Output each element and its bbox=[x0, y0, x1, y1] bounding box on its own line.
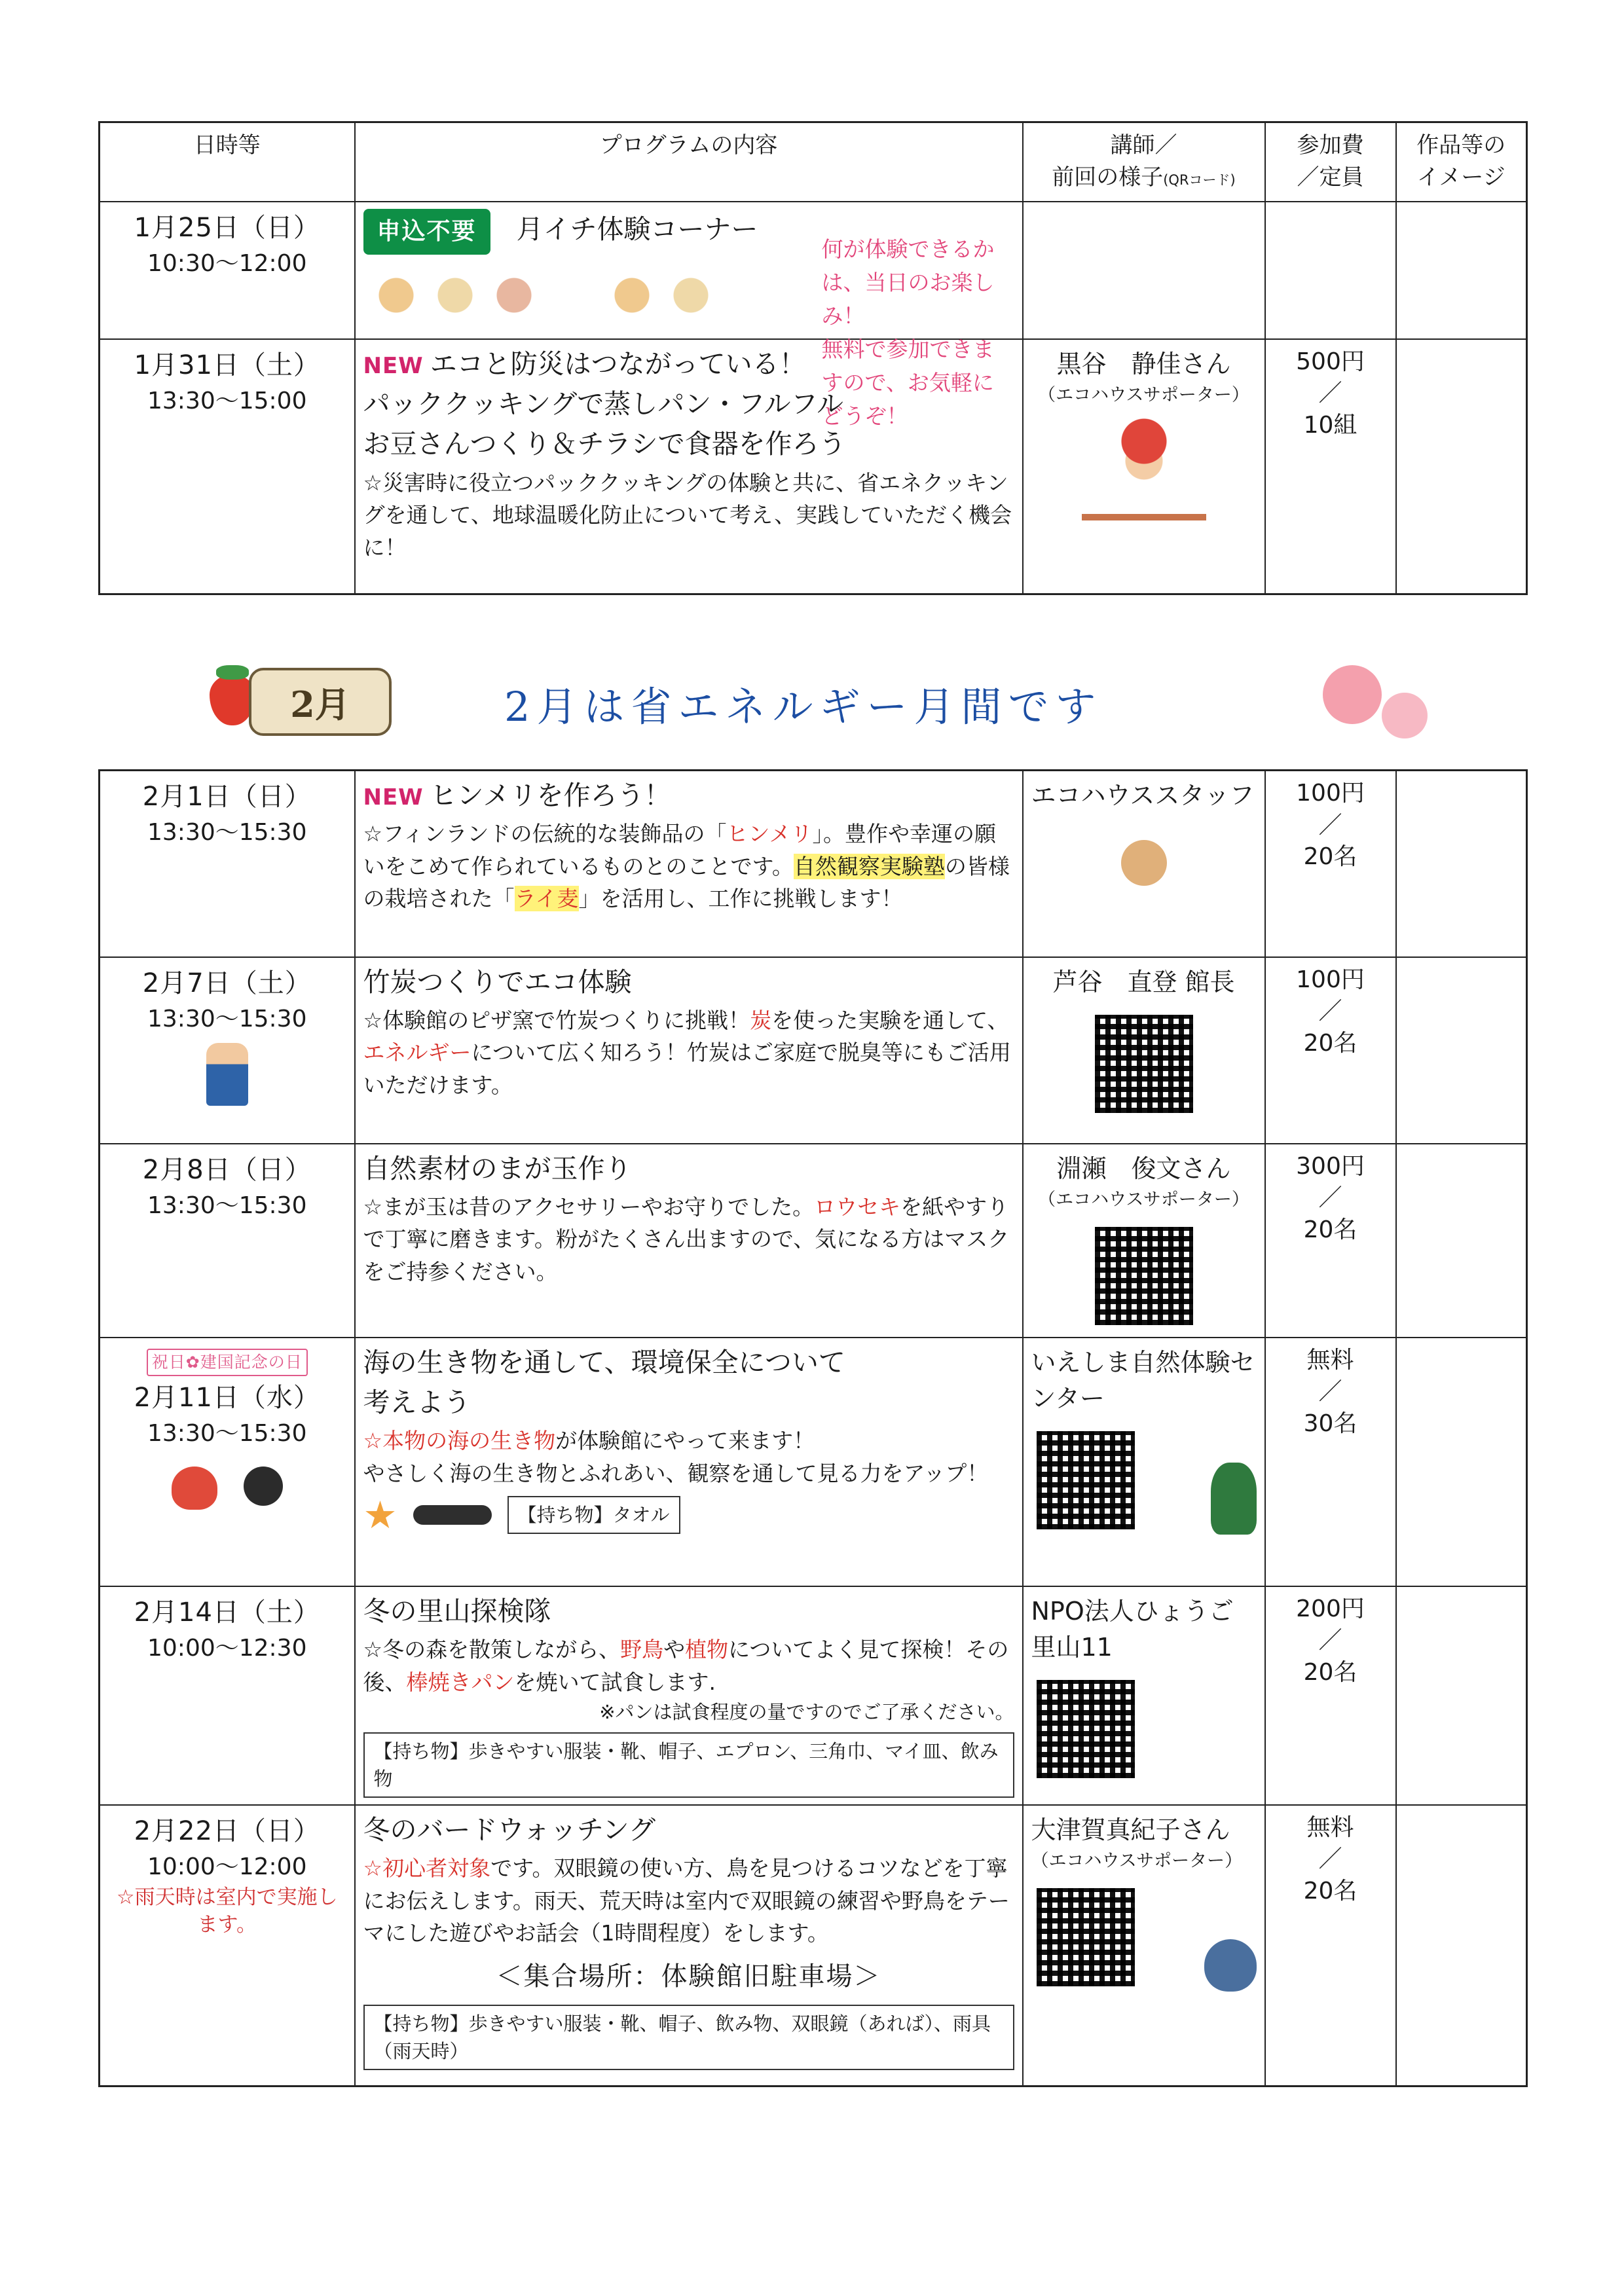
event-image-cell bbox=[1396, 1805, 1527, 2086]
january-schedule-table bbox=[98, 121, 1528, 595]
sea-urchin-icon bbox=[244, 1467, 283, 1506]
bring-text: 歩きやすい服装・靴、帽子、飲み物、双眼鏡（あれば）、雨具（雨天時） bbox=[373, 2012, 991, 2062]
event-title-text: ヒンメリを作ろう！ bbox=[430, 780, 671, 811]
event-body bbox=[363, 1852, 1014, 1950]
event-body-note bbox=[363, 1698, 1014, 1727]
event-capacity: 20名 bbox=[1303, 1216, 1357, 1243]
event-fee: 無料 bbox=[1306, 1813, 1354, 1841]
event-image-cell bbox=[1396, 1338, 1527, 1586]
header-lecturer-line2 bbox=[1031, 162, 1257, 194]
seaweed-icon bbox=[1211, 1463, 1257, 1535]
sea-cucumber-icon bbox=[413, 1505, 492, 1525]
body-highlight-red-1: ☆初心者対象 bbox=[363, 1855, 491, 1882]
body-part-2: やさしく海の生き物とふれあい、観察を通して見る力をアップ！ bbox=[363, 1460, 989, 1486]
event-fee-cell bbox=[1265, 1338, 1396, 1586]
bring-label: 【持ち物】 bbox=[517, 1504, 613, 1527]
event-title: 竹炭つくりでエコ体験 bbox=[363, 966, 632, 998]
event-date-cell bbox=[100, 339, 355, 594]
event-image-cell bbox=[1396, 1586, 1527, 1805]
lecturer-name: 黒谷 静佳さん bbox=[1056, 349, 1231, 378]
event-time: 10:00〜12:30 bbox=[147, 1634, 307, 1662]
event-program-cell bbox=[355, 957, 1023, 1144]
event-capacity: 20名 bbox=[1303, 1877, 1357, 1904]
new-tag: NEW bbox=[363, 784, 424, 811]
event-time: 10:30〜12:00 bbox=[147, 249, 307, 277]
body-highlight-red-2: ライ麦 bbox=[514, 886, 579, 912]
event-date-cell bbox=[100, 957, 355, 1144]
event-date-cell bbox=[100, 1586, 355, 1805]
event-note-line1: 何が体験できるかは、当日のお楽しみ！ bbox=[821, 236, 995, 329]
event-program-cell bbox=[355, 1805, 1023, 2086]
header-fee bbox=[1265, 122, 1396, 202]
event-date-cell bbox=[100, 202, 355, 339]
event-fee-cell bbox=[1265, 957, 1396, 1144]
bring-items-note bbox=[507, 1496, 680, 1534]
header-image-line2: イメージ bbox=[1416, 164, 1505, 191]
event-lecturer-cell bbox=[1023, 957, 1265, 1144]
no-application-badge: 申込不要 bbox=[363, 209, 490, 255]
lecturer-role: （エコハウスサポーター） bbox=[1038, 384, 1249, 405]
event-fee-cell bbox=[1265, 339, 1396, 594]
meeting-place-note: ＜集合場所：体験館旧駐車場＞ bbox=[496, 1961, 881, 1992]
body-highlight-red-3: 棒焼きパン bbox=[406, 1669, 515, 1695]
fee-slash: ／ bbox=[1318, 1378, 1342, 1406]
event-image-cell bbox=[1396, 1144, 1527, 1338]
event-time: 13:30〜15:00 bbox=[147, 387, 307, 414]
event-capacity: 10組 bbox=[1303, 411, 1357, 439]
event-capacity: 20名 bbox=[1303, 1029, 1357, 1057]
event-lecturer-cell bbox=[1023, 771, 1265, 957]
event-fee: 500円 bbox=[1296, 348, 1365, 375]
body-part-1: ☆体験館のピザ窯で竹炭つくりに挑戦！ bbox=[363, 1007, 750, 1033]
event-fee: 100円 bbox=[1296, 780, 1365, 807]
qr-code[interactable] bbox=[1090, 1010, 1198, 1118]
table-row bbox=[100, 1586, 1527, 1805]
event-capacity: 20名 bbox=[1303, 843, 1357, 871]
event-title-line3: お豆さんつくり＆チラシで食器を作ろう bbox=[363, 428, 846, 460]
event-fee-cell bbox=[1265, 1805, 1396, 2086]
bring-label: 【持ち物】 bbox=[373, 2012, 469, 2035]
body-part-2: や bbox=[663, 1637, 686, 1663]
qr-code[interactable] bbox=[1090, 1222, 1198, 1330]
event-fee: 無料 bbox=[1306, 1346, 1354, 1374]
table-row bbox=[100, 202, 1527, 339]
event-title-line2: 考えよう bbox=[363, 1387, 471, 1419]
event-date-cell bbox=[100, 1144, 355, 1338]
event-image-cell bbox=[1396, 957, 1527, 1144]
event-date-cell bbox=[100, 1338, 355, 1586]
month-chip: 2月 bbox=[249, 668, 392, 736]
body-part-2: 」。豊作や幸運の願いをこめて作られているものとのことです。 bbox=[363, 821, 996, 879]
event-time: 13:30〜15:30 bbox=[147, 1419, 307, 1447]
event-fee: 300円 bbox=[1296, 1152, 1365, 1180]
event-program-cell bbox=[355, 1586, 1023, 1805]
lecturer-role: （エコハウスサポーター） bbox=[1038, 1189, 1249, 1210]
event-fee: 200円 bbox=[1296, 1595, 1365, 1622]
body-highlight-red-2: 植物 bbox=[685, 1637, 729, 1663]
body-part-1: が体験館にやって来ます！ bbox=[555, 1428, 815, 1454]
header-lecturer-text: 前回の様子 bbox=[1052, 164, 1164, 191]
event-date: 2月7日（土） bbox=[142, 968, 312, 998]
qr-code[interactable] bbox=[1031, 1426, 1140, 1535]
holiday-label: 祝日✿建国記念の日 bbox=[147, 1349, 308, 1376]
event-image-cell bbox=[1396, 339, 1527, 594]
fee-slash: ／ bbox=[1318, 380, 1342, 407]
body-highlight-red-1: ヒンメリ bbox=[726, 821, 813, 847]
body-part-2: を紙やすりで丁寧に磨きます。粉がたくさん出ますので、気になる方はマスクをご持参ください。 bbox=[363, 1194, 1010, 1285]
body-note-text: ※パンは試食程度の量ですのでご了承ください。 bbox=[599, 1701, 1014, 1724]
event-fee-cell bbox=[1265, 771, 1396, 957]
event-program-cell bbox=[355, 771, 1023, 957]
event-note bbox=[822, 232, 1014, 433]
table-row bbox=[100, 1144, 1527, 1338]
event-date-note: ☆雨天時は室内で実施します。 bbox=[116, 1885, 338, 1937]
event-lecturer-cell bbox=[1023, 1338, 1265, 1586]
event-title-line1: 海の生き物を通して、環境保全について bbox=[363, 1346, 845, 1378]
lecturer-name: 大津賀真紀子さん bbox=[1031, 1815, 1230, 1844]
heart-icon bbox=[1323, 665, 1382, 724]
february-schedule-table bbox=[98, 769, 1528, 2087]
body-part-1: です。双眼鏡の使い方、鳥を見つけるコツなどを丁寧にお伝えします。雨天、荒天時は室内で双眼鏡の練習や野鳥をテーマにした遊びやお話会（1時間程度）をします。 bbox=[363, 1855, 1010, 1946]
event-body bbox=[363, 1633, 1014, 1698]
event-title-line bbox=[363, 778, 1014, 814]
heart-icon bbox=[1382, 693, 1428, 738]
event-date: 2月14日（土） bbox=[134, 1597, 320, 1628]
event-time: 13:30〜15:30 bbox=[147, 1005, 307, 1032]
table-row bbox=[100, 957, 1527, 1144]
bring-items-note bbox=[363, 1732, 1014, 1798]
table-row bbox=[100, 1338, 1527, 1586]
event-lecturer-cell bbox=[1023, 1586, 1265, 1805]
header-fee-line1: 参加費 bbox=[1297, 132, 1364, 158]
new-tag: NEW bbox=[363, 352, 424, 379]
body-part-1: ☆フィンランドの伝統的な装飾品の「 bbox=[363, 821, 727, 847]
february-banner-title: 2月は省エネルギー月間です bbox=[504, 683, 1103, 731]
header-lecturer bbox=[1023, 122, 1265, 202]
body-part-4: 」を活用し、工作に挑戦します！ bbox=[578, 886, 903, 912]
event-title: 自然素材のまが玉作り bbox=[363, 1152, 632, 1184]
event-date: 2月11日（水） bbox=[134, 1382, 320, 1413]
body-part-4: を焼いて試食します. bbox=[514, 1669, 716, 1695]
lecturer-name: NPO法人ひょうご里山11 bbox=[1031, 1596, 1234, 1662]
starfish-icon: ★ bbox=[363, 1493, 397, 1538]
event-lecturer-cell bbox=[1023, 1805, 1265, 2086]
event-title: 月イチ体験コーナー bbox=[516, 213, 758, 246]
qr-code[interactable] bbox=[1031, 1675, 1140, 1783]
event-date: 2月1日（日） bbox=[142, 782, 312, 812]
header-image bbox=[1396, 122, 1527, 202]
scientist-character-illustration bbox=[206, 1043, 248, 1106]
fee-slash: ／ bbox=[1318, 998, 1342, 1025]
body-highlight-red-1: 野鳥 bbox=[620, 1637, 664, 1663]
event-image-cell bbox=[1396, 202, 1527, 339]
body-part-3: の皆様の栽培された「 bbox=[363, 853, 1010, 912]
body-part-2: を使った実験を通して、 bbox=[771, 1007, 1009, 1033]
fee-slash: ／ bbox=[1318, 811, 1342, 839]
event-lecturer-cell bbox=[1023, 339, 1265, 594]
event-capacity: 20名 bbox=[1303, 1658, 1357, 1686]
event-note-line2: 無料で参加できますので、お気軽にどうぞ！ bbox=[821, 337, 995, 429]
event-fee-cell bbox=[1265, 1144, 1396, 1338]
event-fee: 100円 bbox=[1296, 966, 1365, 993]
bring-label: 【持ち物】 bbox=[373, 1740, 469, 1762]
event-time: 10:00〜12:00 bbox=[147, 1853, 307, 1880]
body-part-1: ☆まが玉は昔のアクセサリーやお守りでした。 bbox=[363, 1194, 815, 1220]
february-banner bbox=[98, 661, 1539, 753]
event-date: 2月8日（日） bbox=[142, 1154, 312, 1185]
bring-text: 歩きやすい服装・靴、帽子、エプロン、三角巾、マイ皿、飲み物 bbox=[373, 1740, 999, 1790]
lecturer-name: 淵瀬 俊文さん bbox=[1056, 1154, 1231, 1183]
header-program: プログラムの内容 bbox=[355, 122, 1023, 202]
event-title-text1: エコと防災はつながっている！ bbox=[430, 348, 806, 380]
event-lecturer-cell bbox=[1023, 202, 1265, 339]
body-highlight-red-1: 炭 bbox=[750, 1007, 772, 1033]
header-image-line1: 作品等の bbox=[1416, 132, 1506, 158]
table-row bbox=[100, 1805, 1527, 2086]
cooking-character-illustration bbox=[1082, 416, 1206, 520]
header-date: 日時等 bbox=[100, 122, 355, 202]
fee-slash: ／ bbox=[1318, 1846, 1342, 1873]
characters-illustration bbox=[370, 263, 789, 321]
body-highlight-red-1: ロウセキ bbox=[814, 1194, 901, 1220]
bring-text: タオル bbox=[612, 1504, 670, 1527]
event-fee-cell bbox=[1265, 202, 1396, 339]
fee-slash: ／ bbox=[1318, 1184, 1342, 1212]
event-body bbox=[363, 1425, 1014, 1489]
event-capacity: 30名 bbox=[1303, 1410, 1357, 1437]
body-highlight-red-1: ☆本物の海の生き物 bbox=[363, 1428, 556, 1454]
event-body bbox=[363, 818, 1014, 915]
event-date-cell bbox=[100, 771, 355, 957]
event-title-line2: パッククッキングで蒸しパン・フルフル bbox=[363, 388, 843, 420]
body-part-3: について広く知ろう！竹炭はご家庭で脱臭等にもご活用いただけます。 bbox=[363, 1040, 1011, 1098]
event-body: ☆災害時に役立つパッククッキングの体験と共に、省エネクッキングを通して、地球温暖化防止について考え、実践していただく機会に！ bbox=[363, 469, 1012, 560]
header-lecturer-line1: 講師／ bbox=[1110, 132, 1177, 158]
body-part-1: ☆冬の森を散策しながら、 bbox=[363, 1637, 621, 1663]
event-title: 冬のバードウォッチング bbox=[363, 1813, 655, 1846]
body-highlight-red-2: エネルギー bbox=[363, 1040, 471, 1066]
fee-slash: ／ bbox=[1318, 1627, 1342, 1654]
lecturer-name: エコハウススタッフ bbox=[1031, 781, 1255, 810]
event-title: 冬の里山探検隊 bbox=[363, 1595, 551, 1627]
event-date: 2月22日（日） bbox=[134, 1815, 320, 1846]
lecturer-name: いえしま自然体験センター bbox=[1031, 1347, 1255, 1413]
body-part-3: についてよく見て探検！その後、 bbox=[363, 1637, 1009, 1695]
event-program-cell bbox=[355, 1338, 1023, 1586]
octopus-icon bbox=[172, 1467, 217, 1510]
event-fee-cell bbox=[1265, 1586, 1396, 1805]
event-date: 1月31日（土） bbox=[134, 350, 320, 380]
bear-character-illustration bbox=[1121, 840, 1167, 886]
bring-items-note bbox=[363, 2005, 1014, 2070]
event-image-cell bbox=[1396, 771, 1527, 957]
table-row bbox=[100, 771, 1527, 957]
event-program-cell bbox=[355, 1144, 1023, 1338]
body-highlight-yellow-1: 自然観察実験塾 bbox=[793, 853, 945, 879]
event-date: 1月25日（日） bbox=[134, 212, 320, 243]
event-time: 13:30〜15:30 bbox=[147, 819, 307, 846]
bird-icon bbox=[1204, 1939, 1257, 1992]
lecturer-role: （エコハウスサポーター） bbox=[1031, 1850, 1243, 1871]
table-header-row bbox=[100, 122, 1527, 202]
lecturer-name: 芦谷 直登 館長 bbox=[1052, 967, 1235, 996]
event-date-cell bbox=[100, 1805, 355, 2086]
qr-code[interactable] bbox=[1031, 1883, 1140, 1992]
event-time: 13:30〜15:30 bbox=[147, 1192, 307, 1219]
event-lecturer-cell bbox=[1023, 1144, 1265, 1338]
header-qr-note: (QRコード) bbox=[1163, 172, 1236, 189]
header-fee-line2: ／定員 bbox=[1297, 164, 1364, 191]
table-row bbox=[100, 339, 1527, 594]
event-body bbox=[363, 1191, 1014, 1288]
event-body bbox=[363, 1004, 1014, 1102]
